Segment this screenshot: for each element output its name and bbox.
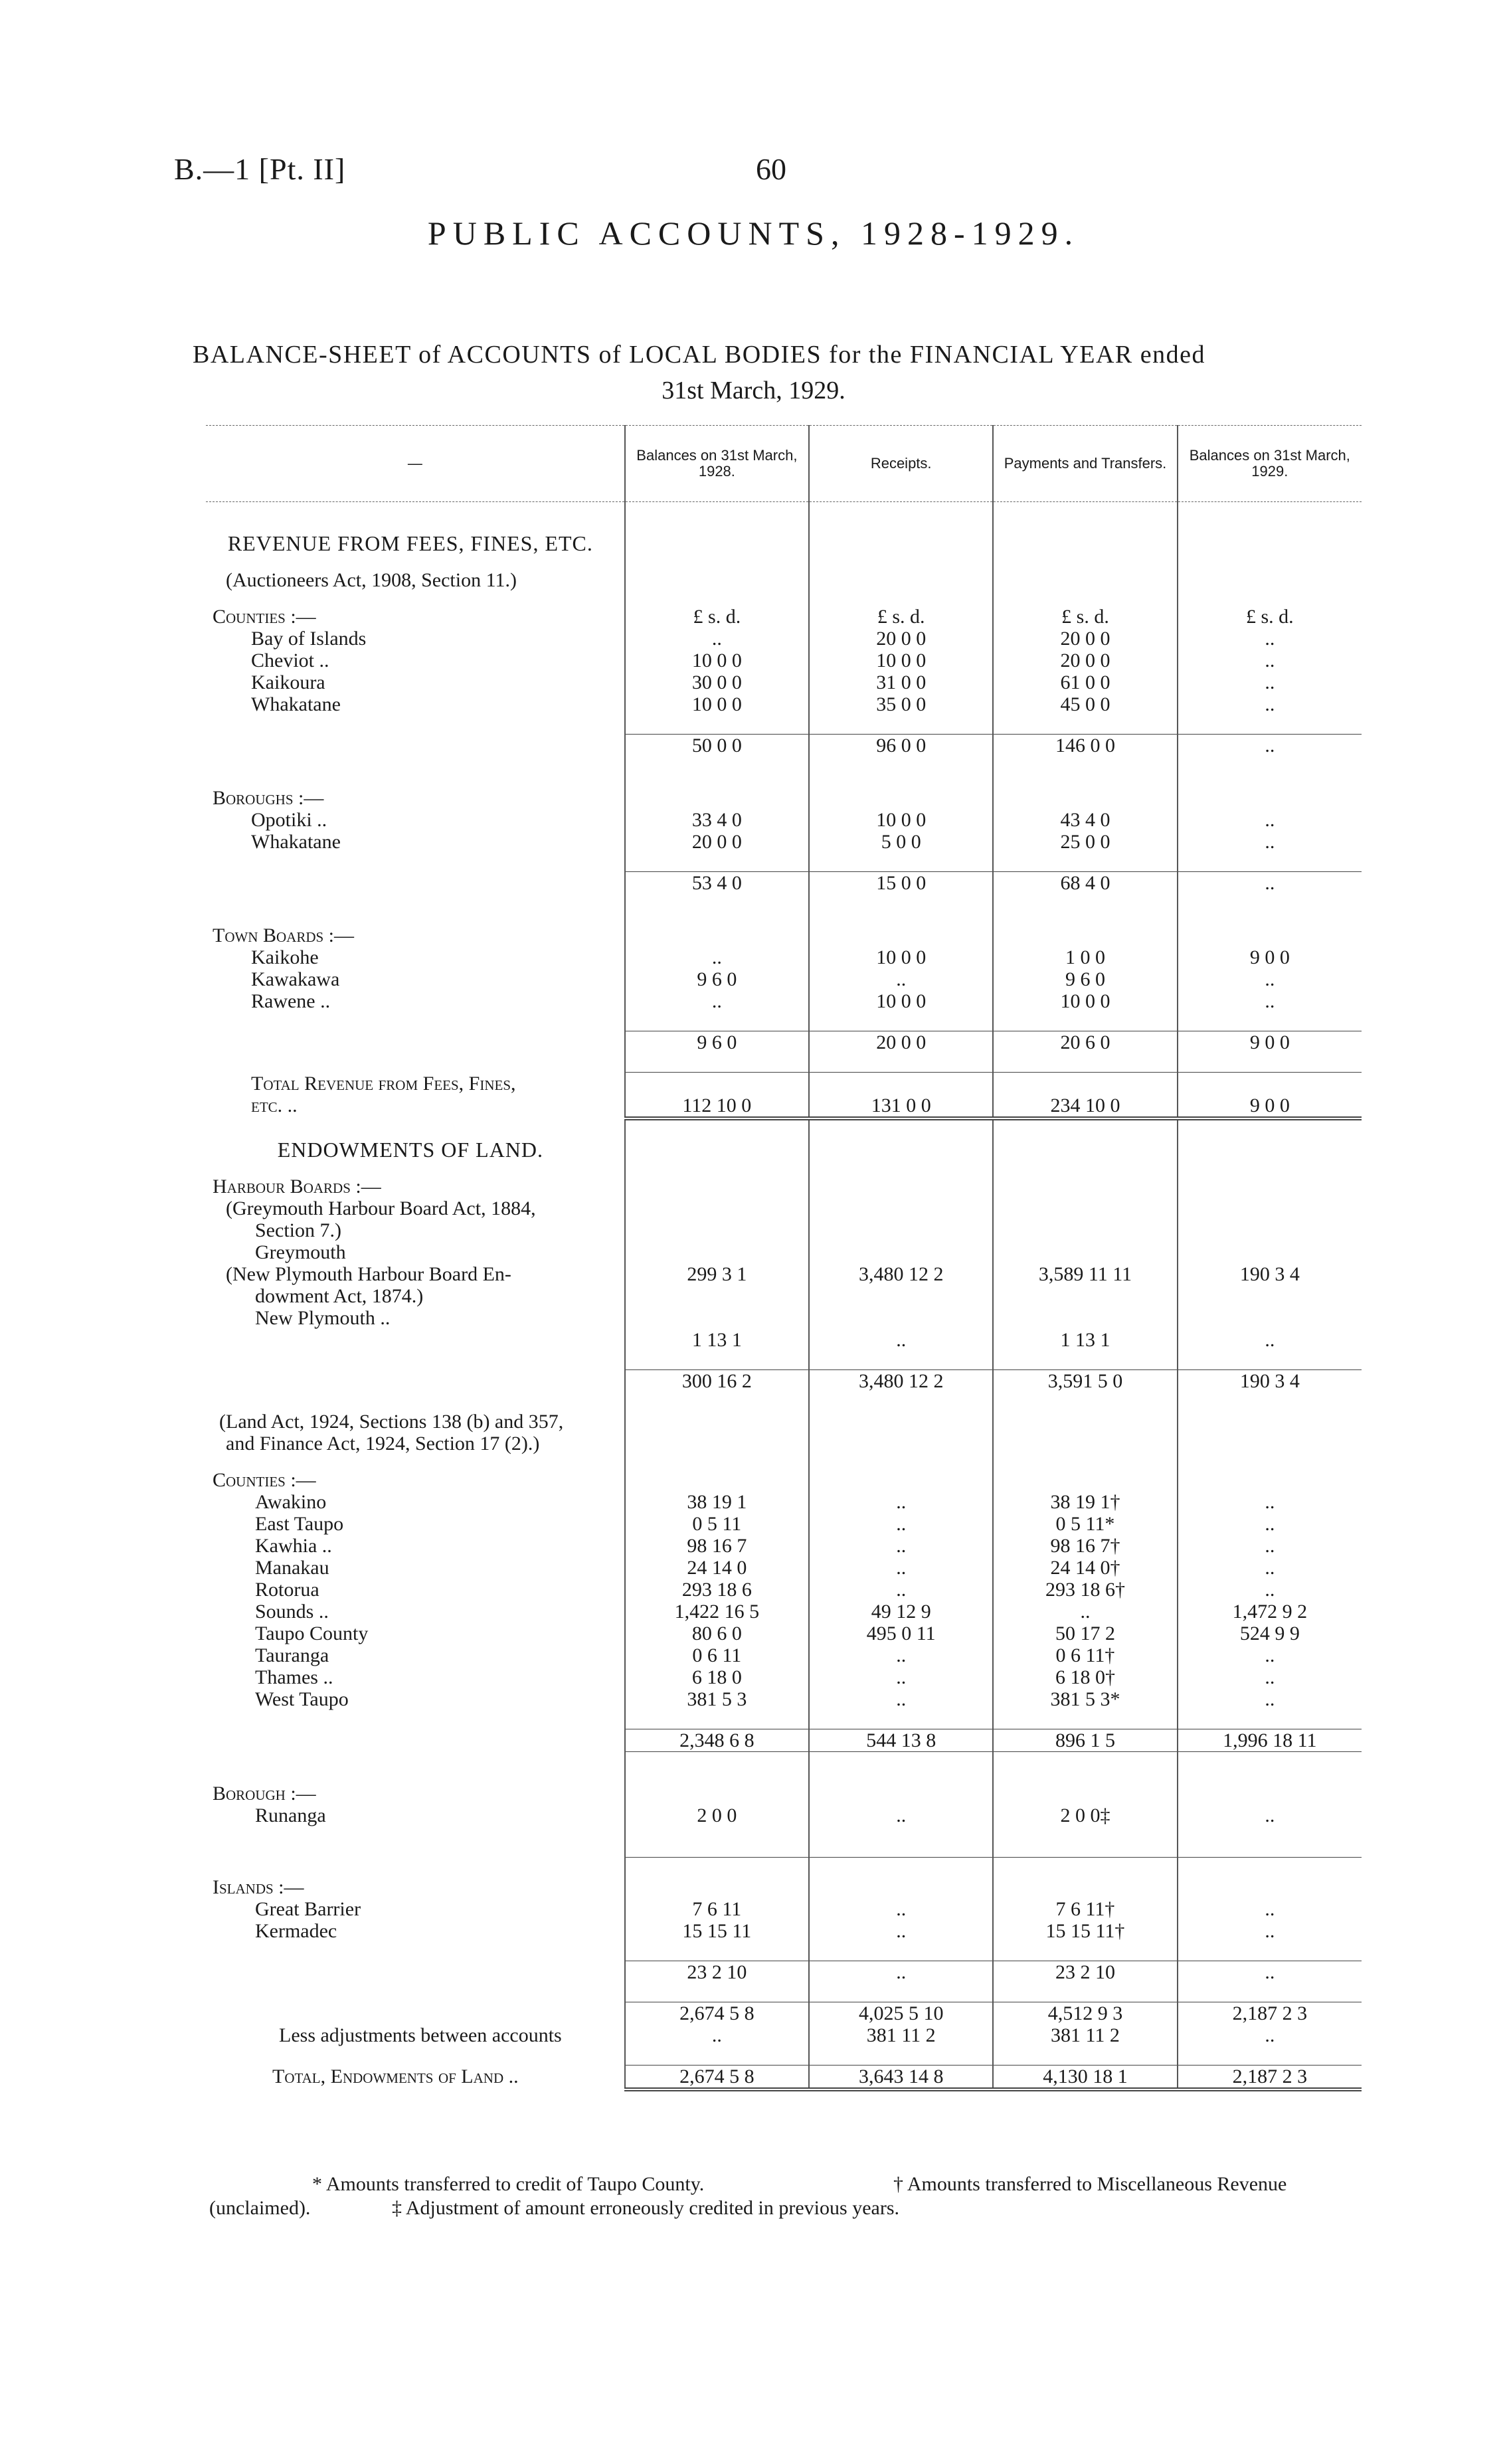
counties-label: Counties :— — [213, 1469, 316, 1491]
row-label: Opotiki .. — [251, 809, 327, 831]
footnote-double-dagger: ‡ Adjustment of amount erroneously credited in previous years. — [392, 2197, 899, 2219]
row-label: Kaikoura — [251, 671, 325, 693]
cell: 15 15 11† — [1045, 1920, 1125, 1942]
subtotal-cell: 1,996 18 11 — [1223, 1729, 1317, 1751]
total-cell: 3,643 14 8 — [858, 2066, 944, 2087]
subtotal-cell: 896 1 5 — [1055, 1729, 1115, 1751]
cell: .. — [896, 1535, 907, 1557]
gross-cell: 2,674 5 8 — [679, 2002, 754, 2024]
cell: 61 0 0 — [1060, 671, 1110, 693]
cell: 299 3 1 — [687, 1263, 747, 1285]
cell: .. — [896, 1513, 907, 1535]
cell: 0 5 11* — [1055, 1513, 1115, 1535]
subtotal-cell: 146 0 0 — [1055, 735, 1115, 756]
cell: 381 5 3 — [687, 1688, 747, 1710]
row-label: West Taupo — [255, 1688, 349, 1710]
cell: 20 0 0 — [691, 831, 742, 853]
adjustment-cell: 381 11 2 — [866, 2024, 936, 2046]
cell: 9 0 0 — [1249, 946, 1290, 968]
cell: 33 4 0 — [691, 809, 742, 831]
subtotal-cell: 9 0 0 — [1249, 1031, 1290, 1053]
cell: 1 0 0 — [1065, 946, 1105, 968]
borough-label: Borough :— — [213, 1783, 316, 1804]
currency-header: £ s. d. — [1245, 606, 1294, 628]
currency-header: £ s. d. — [693, 606, 741, 628]
cell: 38 19 1† — [1050, 1491, 1120, 1513]
balance-sheet-date: 31st March, 1929. — [662, 377, 845, 404]
balance-sheet-table — [206, 425, 1362, 2091]
row-label: East Taupo — [255, 1513, 344, 1535]
cell: 43 4 0 — [1060, 809, 1110, 831]
cell: 1 13 1 — [691, 1329, 742, 1351]
column-header-payments: Payments and Transfers. — [993, 426, 1177, 502]
cell: 0 6 11 — [692, 1644, 742, 1666]
cell: .. — [1265, 1804, 1275, 1826]
islands-label: Islands :— — [213, 1876, 304, 1898]
row-label: Thames .. — [255, 1666, 333, 1688]
row-label: Kaikohe — [251, 946, 319, 968]
table-row — [206, 924, 1362, 1012]
table-row — [206, 1411, 1362, 1710]
cell: .. — [711, 946, 722, 968]
table-row — [206, 1783, 1362, 1826]
cell: 24 14 0 — [687, 1557, 747, 1579]
cell: .. — [896, 1644, 907, 1666]
cell: .. — [1265, 1535, 1275, 1557]
cell: 25 0 0 — [1060, 831, 1110, 853]
subtotal-row — [206, 1729, 1362, 1752]
auctioneers-act-note: (Auctioneers Act, 1908, Section 11.) — [226, 569, 517, 591]
cell: 3,480 12 2 — [858, 1263, 944, 1285]
subtotal-cell: .. — [896, 1961, 907, 1983]
subtotal-cell: 300 16 2 — [681, 1370, 752, 1392]
column-header-balances-1929: Balances on 31st March, 1929. — [1178, 426, 1362, 502]
cell: 20 0 0 — [1060, 628, 1110, 650]
cell: .. — [896, 1557, 907, 1579]
cell: 98 16 7† — [1050, 1535, 1120, 1557]
cell: .. — [1265, 1513, 1275, 1535]
subtotal-cell: 53 4 0 — [691, 872, 742, 894]
cell: 10 0 0 — [876, 990, 927, 1012]
cell: 190 3 4 — [1239, 1263, 1300, 1285]
cell: .. — [1265, 968, 1275, 990]
footnote-star: * Amounts transferred to credit of Taupo County. — [312, 2173, 705, 2195]
act-note-cont: dowment Act, 1874.) — [255, 1285, 424, 1307]
total-cell: 2,187 2 3 — [1232, 2066, 1308, 2087]
currency-header: £ s. d. — [1061, 606, 1109, 628]
page-number: 60 — [756, 152, 786, 186]
cell: 45 0 0 — [1060, 693, 1110, 715]
subtotal-cell: 68 4 0 — [1060, 872, 1110, 894]
cell: .. — [1265, 831, 1275, 853]
total-cell: 131 0 0 — [871, 1095, 931, 1116]
row-label: Kermadec — [255, 1920, 337, 1942]
cell: 38 19 1 — [687, 1491, 747, 1513]
row-label: Taupo County — [255, 1623, 369, 1644]
cell: .. — [1265, 1898, 1275, 1920]
cell: 10 0 0 — [876, 946, 927, 968]
subtotal-cell: .. — [1265, 1961, 1275, 1983]
cell: .. — [1265, 809, 1275, 831]
subtotal-cell: 15 0 0 — [876, 872, 927, 894]
cell: .. — [1265, 1329, 1275, 1351]
cell: 31 0 0 — [876, 671, 927, 693]
total-label-cont: etc. .. — [251, 1094, 298, 1116]
cell: .. — [896, 968, 907, 990]
cell: 20 0 0 — [1060, 650, 1110, 671]
column-header-balances-1928: Balances on 31st March, 1928. — [625, 426, 809, 502]
header-row — [206, 426, 1362, 502]
currency-header: £ s. d. — [877, 606, 925, 628]
subtotal-cell: 3,591 5 0 — [1047, 1370, 1123, 1392]
cell: 7 6 11 — [692, 1898, 742, 1920]
adjustment-cell: .. — [1265, 2024, 1275, 2046]
subtotal-row — [206, 1370, 1362, 1393]
revenue-total-row — [206, 1073, 1362, 1119]
revenue-section — [206, 533, 1362, 628]
cell: 0 5 11 — [692, 1513, 742, 1535]
cell: .. — [711, 628, 722, 650]
revenue-heading: REVENUE FROM FEES, FINES, ETC. — [227, 531, 593, 555]
cell: 9 6 0 — [697, 968, 737, 990]
table-row — [206, 628, 1362, 715]
cell: .. — [896, 1579, 907, 1601]
cell: .. — [1265, 1666, 1275, 1688]
gross-cell: 4,025 5 10 — [858, 2002, 944, 2024]
act-note: (New Plymouth Harbour Board En- — [226, 1263, 511, 1285]
cell: 293 18 6 — [681, 1579, 752, 1601]
cell: 10 0 0 — [876, 650, 927, 671]
total-label: Total Revenue from Fees, Fines, — [251, 1072, 516, 1095]
row-label: Tauranga — [255, 1644, 329, 1666]
column-header-label: — — [206, 426, 625, 502]
cell: .. — [896, 1491, 907, 1513]
cell: .. — [1265, 693, 1275, 715]
cell: .. — [896, 1688, 907, 1710]
subtotal-cell: 23 2 10 — [1055, 1961, 1115, 1983]
subtotal-row — [206, 1031, 1362, 1054]
subtotal-cell: 50 0 0 — [691, 735, 742, 756]
subtotal-row — [206, 735, 1362, 757]
cell: 381 5 3* — [1050, 1688, 1120, 1710]
row-label: Whakatane — [251, 693, 341, 715]
cell: 2 0 0‡ — [1060, 1804, 1110, 1826]
cell: 2 0 0 — [697, 1804, 737, 1826]
subtotal-cell: 20 0 0 — [876, 1031, 927, 1053]
cell: 24 14 0† — [1050, 1557, 1120, 1579]
endowments-total-row — [206, 2066, 1362, 2090]
cell: 35 0 0 — [876, 693, 927, 715]
cell: 9 6 0 — [1065, 968, 1105, 990]
subtotal-row — [206, 1961, 1362, 1984]
total-cell: 112 10 0 — [682, 1095, 752, 1116]
subtotal-cell: 544 13 8 — [866, 1729, 936, 1751]
cell: .. — [1265, 1557, 1275, 1579]
cell: 524 9 9 — [1239, 1623, 1300, 1644]
table-row — [206, 787, 1362, 853]
subtotal-cell: 96 0 0 — [876, 735, 927, 756]
total-cell: 234 10 0 — [1050, 1095, 1120, 1116]
less-adjustments-label: Less adjustments between accounts — [279, 2024, 562, 2046]
cell: 495 0 11 — [866, 1623, 936, 1644]
cell: 80 6 0 — [691, 1623, 742, 1644]
cell: .. — [1265, 1579, 1275, 1601]
cell: 20 0 0 — [876, 628, 927, 650]
row-label: Whakatane — [251, 831, 341, 853]
subtotal-row — [206, 872, 1362, 895]
row-label: Awakino — [255, 1491, 327, 1513]
cell: .. — [1265, 990, 1275, 1012]
row-label: Runanga — [255, 1804, 326, 1826]
cell: .. — [896, 1804, 907, 1826]
cell: 30 0 0 — [691, 671, 742, 693]
row-label: Cheviot .. — [251, 650, 329, 671]
cell: .. — [1265, 1491, 1275, 1513]
cell: .. — [896, 1920, 907, 1942]
row-label: Rawene .. — [251, 990, 331, 1012]
cell: .. — [896, 1898, 907, 1920]
document-reference: B.—1 [Pt. II] — [174, 152, 346, 186]
subtotal-cell: 190 3 4 — [1239, 1370, 1300, 1392]
subtotal-cell: 23 2 10 — [687, 1961, 747, 1983]
cell: 293 18 6† — [1045, 1579, 1125, 1601]
cell: 49 12 9 — [871, 1601, 931, 1623]
cell: .. — [896, 1666, 907, 1688]
land-act-note: (Land Act, 1924, Sections 138 (b) and 357, — [219, 1411, 564, 1433]
row-label: Sounds .. — [255, 1601, 329, 1623]
cell: 10 0 0 — [691, 693, 742, 715]
row-label: Great Barrier — [255, 1898, 361, 1920]
cell: .. — [711, 990, 722, 1012]
endowments-heading: ENDOWMENTS OF LAND. — [277, 1138, 544, 1162]
gross-cell: 4,512 9 3 — [1047, 2002, 1123, 2024]
adjustment-cell: .. — [711, 2024, 722, 2046]
footnote-dagger: † Amounts transferred to Miscellaneous Revenue — [893, 2173, 1287, 2195]
cell: .. — [1265, 628, 1275, 650]
subtotal-cell: 3,480 12 2 — [858, 1370, 944, 1392]
row-label: New Plymouth .. — [255, 1307, 391, 1329]
row-label: Kawhia .. — [255, 1535, 332, 1557]
cell: .. — [1265, 650, 1275, 671]
boroughs-label: Boroughs :— — [213, 787, 324, 809]
row-label: Rotorua — [255, 1579, 319, 1601]
subtotal-cell: 9 6 0 — [697, 1031, 737, 1053]
cell: 7 6 11† — [1055, 1898, 1115, 1920]
cell: 3,589 11 11 — [1038, 1263, 1132, 1285]
cell: 10 0 0 — [876, 809, 927, 831]
balance-sheet-title: BALANCE-SHEET of ACCOUNTS of LOCAL BODIES for the FINANCIAL YEAR ended — [193, 341, 1205, 369]
subtotal-cell: 20 6 0 — [1060, 1031, 1110, 1053]
cell: 1 13 1 — [1060, 1329, 1110, 1351]
adjustment-cell: 381 11 2 — [1051, 2024, 1120, 2046]
gross-cell: 2,187 2 3 — [1232, 2002, 1308, 2024]
total-cell: 2,674 5 8 — [679, 2066, 754, 2087]
total-cell: 9 0 0 — [1249, 1095, 1290, 1116]
cell: 6 18 0 — [691, 1666, 742, 1688]
cell: 1,472 9 2 — [1232, 1601, 1308, 1623]
subtotal-cell: .. — [1265, 735, 1275, 756]
cell: 10 0 0 — [1060, 990, 1110, 1012]
land-act-note-cont: and Finance Act, 1924, Section 17 (2).) — [226, 1433, 540, 1454]
town-boards-label: Town Boards :— — [213, 924, 355, 946]
cell: .. — [1080, 1601, 1091, 1623]
total-label: Total, Endowments of Land .. — [272, 2065, 519, 2087]
act-note: (Greymouth Harbour Board Act, 1884, — [226, 1197, 536, 1219]
row-label: Manakau — [255, 1557, 329, 1579]
act-note-cont: Section 7.) — [255, 1219, 341, 1241]
cell: 5 0 0 — [881, 831, 921, 853]
harbour-boards-label: Harbour Boards :— — [213, 1176, 381, 1197]
counties-label: Counties :— — [213, 606, 316, 628]
cell: 10 0 0 — [691, 650, 742, 671]
cell: .. — [1265, 1920, 1275, 1942]
cell: .. — [1265, 1644, 1275, 1666]
cell: 98 16 7 — [687, 1535, 747, 1557]
cell: 0 6 11† — [1055, 1644, 1115, 1666]
row-label: Greymouth — [255, 1241, 346, 1263]
cell: 1,422 16 5 — [674, 1601, 760, 1623]
row-label: Bay of Islands — [251, 628, 367, 650]
cell: 6 18 0† — [1055, 1666, 1115, 1688]
row-label: Kawakawa — [251, 968, 340, 990]
harbour-boards-section — [206, 1139, 1362, 1351]
cell: 15 15 11 — [682, 1920, 752, 1942]
cell: 50 17 2 — [1055, 1623, 1115, 1644]
cell: .. — [896, 1329, 907, 1351]
column-header-receipts: Receipts. — [809, 426, 993, 502]
page-title: PUBLIC ACCOUNTS, 1928-1929. — [427, 215, 1080, 252]
cell: .. — [1265, 671, 1275, 693]
gross-and-adjustments — [206, 2002, 1362, 2047]
cell: .. — [1265, 1688, 1275, 1710]
total-cell: 4,130 18 1 — [1043, 2066, 1128, 2087]
footnote-dagger-cont: (unclaimed). — [209, 2197, 311, 2219]
table-row — [206, 1876, 1362, 1942]
subtotal-cell: 2,348 6 8 — [679, 1729, 754, 1751]
subtotal-cell: .. — [1265, 872, 1275, 894]
